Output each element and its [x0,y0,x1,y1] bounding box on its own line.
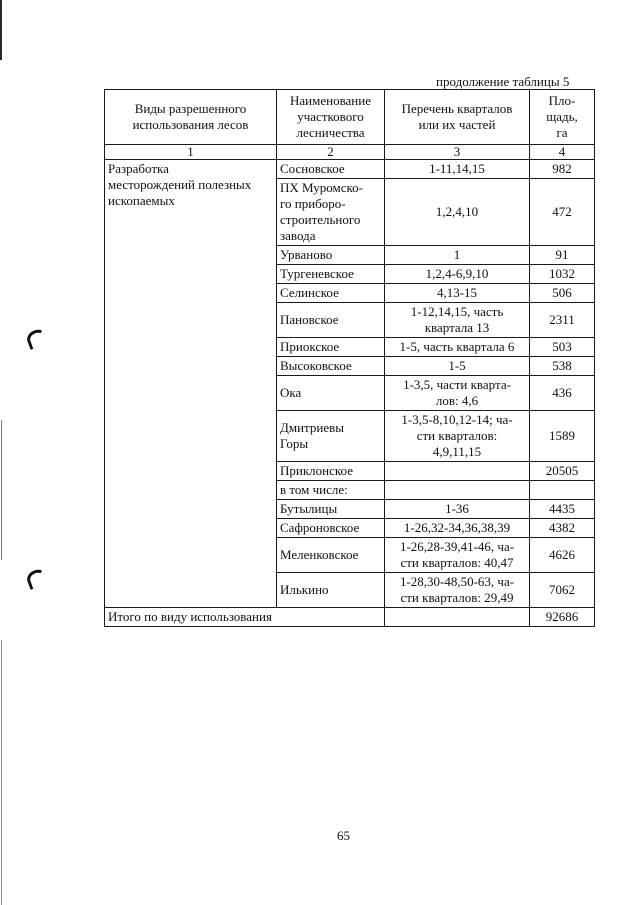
area-cell: 472 [530,179,595,246]
forestry-cell [277,160,385,179]
table-row [105,160,595,179]
quarters-line: 1-12,14,15, часть [410,304,504,319]
punch-hole-mark [25,567,50,590]
area-cell: 91 [530,246,595,265]
forestry-cell [277,500,385,519]
quarters-line [388,463,526,479]
quarters-cell [385,462,530,481]
quarters-cell [385,411,530,462]
forestry-line: в том числе: [280,482,348,497]
quarters-line: 1-28,30-48,50-63, ча- [399,574,515,589]
column-number: 1 [105,145,277,160]
table-continuation-caption: продолжение таблицы 5 [436,74,570,89]
forestry-line: Горы [280,436,309,451]
area-cell: 982 [530,160,595,179]
header-line: Перечень кварталов [401,101,513,116]
quarters-line: 1-36 [445,501,469,516]
forestry-cell [277,284,385,303]
forestry-line: строительного [280,212,361,227]
column-number: 4 [530,145,595,160]
forest-use-table [104,89,595,627]
forestry-line: Илькино [280,582,329,597]
scan-edge-line [1,640,2,905]
column-number: 2 [277,145,385,160]
forestry-line: Приокское [280,339,340,354]
forestry-line: ПХ Муромско- [280,180,363,195]
quarters-cell [385,538,530,573]
forestry-line: Дмитриевы [280,420,344,435]
forestry-cell [277,411,385,462]
forestry-line: Селинское [280,285,339,300]
table-header [105,90,595,160]
quarters-line: сти кварталов: 29,49 [400,590,514,605]
quarters-line: 1-26,28-39,41-46, ча- [399,539,515,554]
quarters-line: квартала 13 [424,320,490,335]
use-type-line: месторождений полезных [108,177,252,192]
page-number: 65 [337,828,350,843]
use-type-line: ископаемых [108,193,175,208]
table-body [105,160,595,608]
header-line: щадь, [546,109,578,124]
quarters-cell [385,179,530,246]
header-line: участкового [297,109,364,124]
quarters-line: 1,2,4,10 [435,204,479,219]
quarters-cell [385,284,530,303]
quarters-cell [385,265,530,284]
forestry-cell [277,376,385,411]
use-type-line: Разработка [108,161,169,176]
quarters-cell [385,376,530,411]
quarters-cell [385,338,530,357]
forestry-cell [277,538,385,573]
forestry-cell [277,179,385,246]
quarters-cell [385,357,530,376]
forestry-cell [277,519,385,538]
header-line: или их частей [418,117,496,132]
forestry-cell [277,462,385,481]
area-cell: 538 [530,357,595,376]
forestry-line: Высоковское [280,358,352,373]
quarters-line: 1-3,5-8,10,12-14; ча- [401,412,513,427]
quarters-line: 4,13-15 [436,285,478,300]
area-cell: 1032 [530,265,595,284]
header-use-type [105,90,277,145]
forestry-cell [277,303,385,338]
header-line: Пло- [548,93,576,108]
header-line: Наименование [290,93,371,108]
forestry-cell [277,265,385,284]
quarters-cell [385,160,530,179]
scan-edge-line [0,0,2,60]
area-cell: 436 [530,376,595,411]
quarters-line: 1,2,4-6,9,10 [425,266,489,281]
header-row [105,90,595,145]
quarters-line: 1-11,14,15 [429,161,485,176]
forestry-line: завода [280,228,316,243]
column-number-row [105,145,595,160]
header-area [530,90,595,145]
area-cell: 20505 [530,462,595,481]
forestry-line: Ока [280,385,302,400]
forestry-line: Меленковское [280,547,359,562]
total-row [105,608,595,627]
area-cell: 2311 [530,303,595,338]
forestry-line: Пановское [280,312,339,327]
area-cell [530,481,595,500]
forestry-cell [277,338,385,357]
area-cell: 4382 [530,519,595,538]
quarters-cell [385,303,530,338]
forestry-line: Сосновское [280,161,345,176]
area-cell: 503 [530,338,595,357]
header-line: га [556,125,568,140]
quarters-cell [385,573,530,608]
forestry-line: Урваново [280,247,333,262]
quarters-line: 1-26,32-34,36,38,39 [403,520,511,535]
quarters-line: 4,9,11,15 [432,444,482,459]
header-forestry [277,90,385,145]
forestry-line: Тургеневское [280,266,354,281]
forestry-cell [277,357,385,376]
total-area: 92686 [530,608,595,627]
quarters-line: 1-5, часть квартала 6 [399,339,515,354]
quarters-line: 1-3,5, части кварта- [403,377,511,392]
total-quarters [385,608,530,627]
area-cell: 4435 [530,500,595,519]
header-quarters [385,90,530,145]
scan-edge-line [1,420,2,560]
quarters-line [388,482,526,498]
header-line: использования лесов [132,117,249,132]
forestry-line: Бутылицы [280,501,338,516]
total-label: Итого по виду использования [105,608,385,627]
forestry-line: го приборо- [280,196,346,211]
forestry-cell [277,246,385,265]
punch-hole-mark [25,327,50,350]
area-cell: 1589 [530,411,595,462]
forestry-line: Приклонское [280,463,353,478]
quarters-cell [385,500,530,519]
quarters-line: сти кварталов: 40,47 [400,555,514,570]
quarters-cell [385,481,530,500]
area-cell: 4626 [530,538,595,573]
header-line: Виды разрешенного [134,101,247,116]
area-cell: 7062 [530,573,595,608]
quarters-line: 1-5 [448,358,466,373]
area-cell: 506 [530,284,595,303]
quarters-cell [385,246,530,265]
forestry-cell [277,481,385,500]
column-number: 3 [385,145,530,160]
header-line: лесничества [296,125,365,140]
quarters-line: лов: 4,6 [435,393,479,408]
forestry-cell [277,573,385,608]
quarters-line: сти кварталов: [416,428,498,443]
use-type-cell [105,160,277,608]
quarters-cell [385,519,530,538]
quarters-line: 1 [453,247,461,262]
forestry-line: Сафроновское [280,520,360,535]
